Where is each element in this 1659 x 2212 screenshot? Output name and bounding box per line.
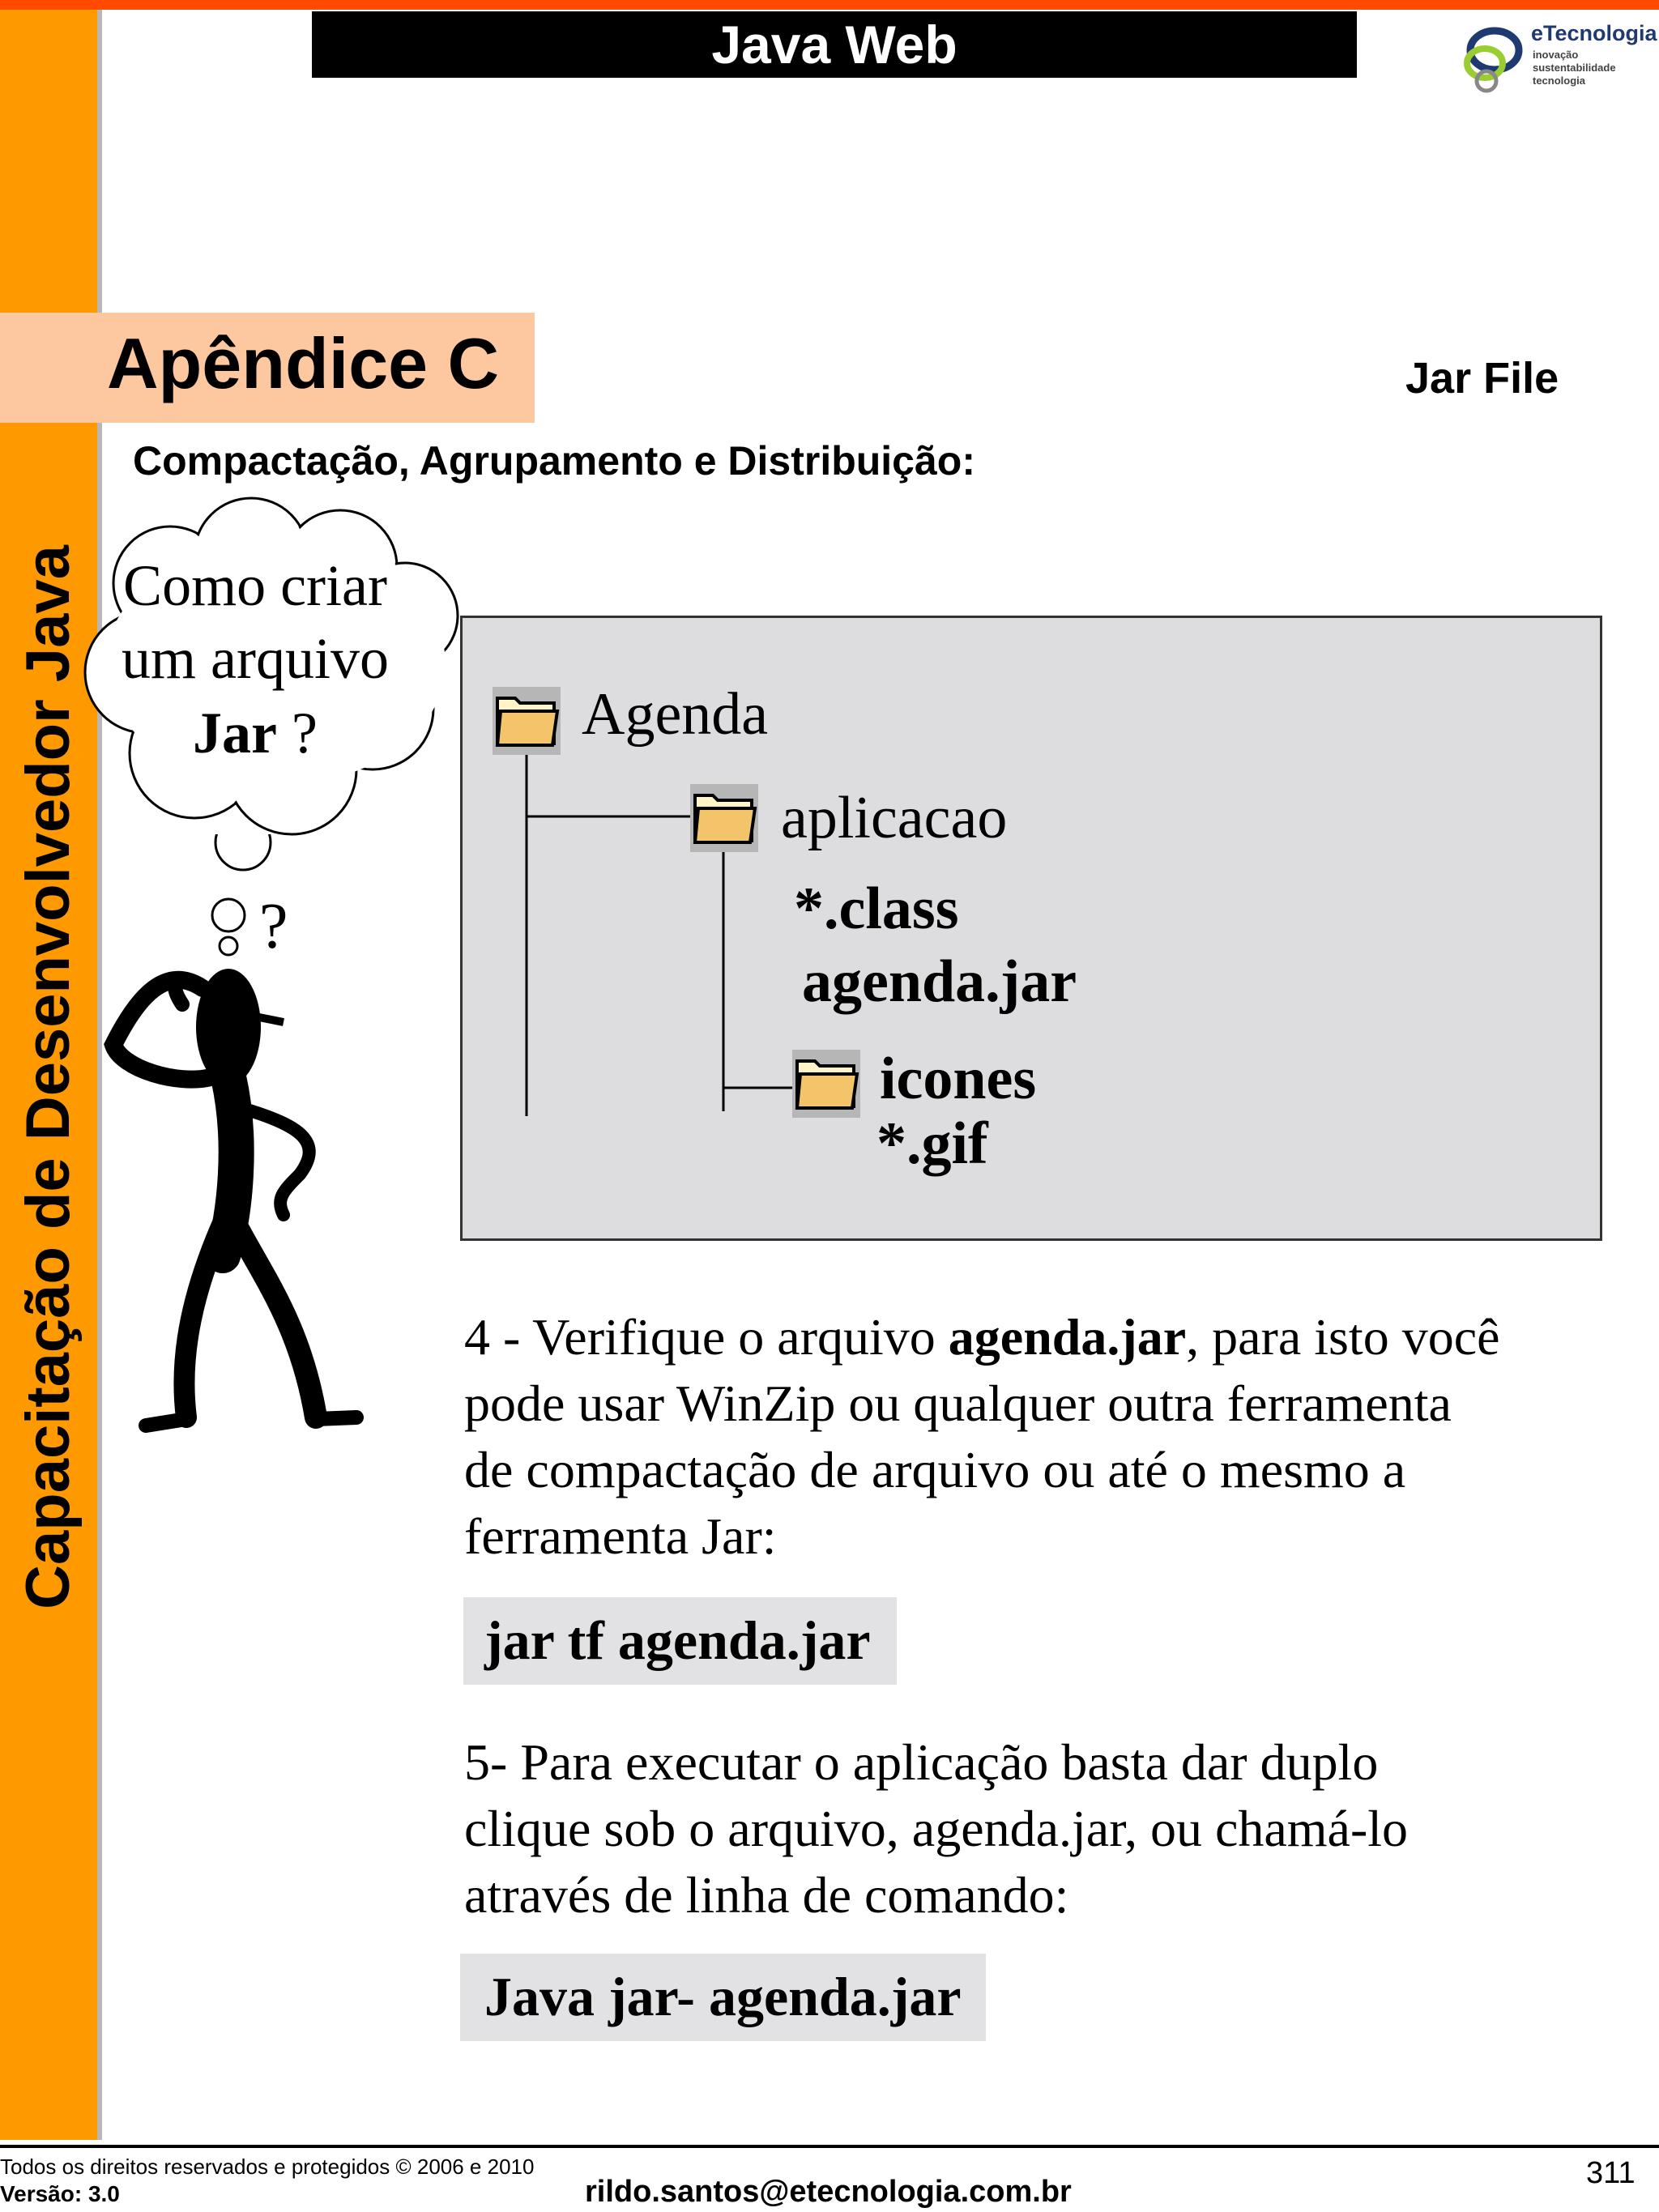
logo-tagline: tecnologia	[1533, 75, 1586, 87]
tree-root-label: Agenda	[582, 681, 769, 748]
logo-tagline: inovação	[1533, 49, 1579, 61]
folder-icon	[493, 687, 561, 755]
logo-name: eTecnologia	[1531, 21, 1657, 45]
tree-file-label: *.class	[794, 876, 959, 942]
tree-subfolder-label: icones	[880, 1046, 1037, 1112]
footer-version: Versão: 3.0	[0, 2181, 120, 2206]
step4-filename: agenda.jar	[948, 1308, 1187, 1366]
command-text: jar tf agenda.jar	[484, 1609, 871, 1671]
thought-line	[85, 700, 425, 767]
step5-line: clique sob o arquivo, agenda.jar, ou chamá-lo	[464, 1800, 1409, 1857]
folder-icon	[792, 1050, 860, 1118]
command-text: Java jar- agenda.jar	[484, 1966, 962, 2027]
svg-text:?: ?	[259, 891, 288, 962]
thinking-person-icon	[89, 834, 381, 1466]
section-right-label: Jar File	[1405, 354, 1559, 403]
tree-file-label: agenda.jar	[802, 948, 1077, 1015]
header-title: Java Web	[711, 15, 957, 75]
step4-line: pode usar WinZip ou qualquer outra ferramenta	[464, 1375, 1452, 1432]
step4-prefix: 4 - Verifique o arquivo	[464, 1308, 949, 1366]
footer-rule	[0, 2145, 1659, 2148]
thought-question: ?	[277, 701, 318, 765]
top-rule	[0, 0, 1659, 10]
step5-line: 5- Para executar o aplicação basta dar duplo	[464, 1733, 1379, 1791]
section-title: Apêndice C	[107, 323, 500, 403]
section-subtitle: Compactação, Agrupamento e Distribuição:	[133, 438, 975, 484]
footer-email: rildo.santos@etecnologia.com.br	[585, 2175, 1072, 2209]
step4-line: de compactação de arquivo ou até o mesmo a	[464, 1441, 1406, 1498]
step4-rest: , para isto você	[1186, 1308, 1500, 1366]
step5-line: através de linha de comando:	[464, 1866, 1069, 1924]
side-title: Capacitação de Desenvolvedor Java	[14, 545, 83, 1609]
step4-line	[464, 1304, 1500, 1370]
logo-tagline: sustentabilidade	[1533, 62, 1616, 74]
footer-rights: Todos os direitos reservados e protegidos © 2006 e 2010	[0, 2154, 535, 2179]
thought-line: Como criar	[123, 553, 387, 618]
step4-line: ferramenta Jar:	[464, 1507, 777, 1565]
thought-jar-bold: Jar	[193, 701, 277, 765]
tree-subfile-label: *.gif	[876, 1110, 988, 1177]
tree-child-label: aplicacao	[781, 785, 1008, 851]
folder-icon	[690, 784, 758, 852]
thought-line: um arquivo	[122, 626, 389, 691]
footer-page-number: 311	[1586, 2156, 1636, 2190]
